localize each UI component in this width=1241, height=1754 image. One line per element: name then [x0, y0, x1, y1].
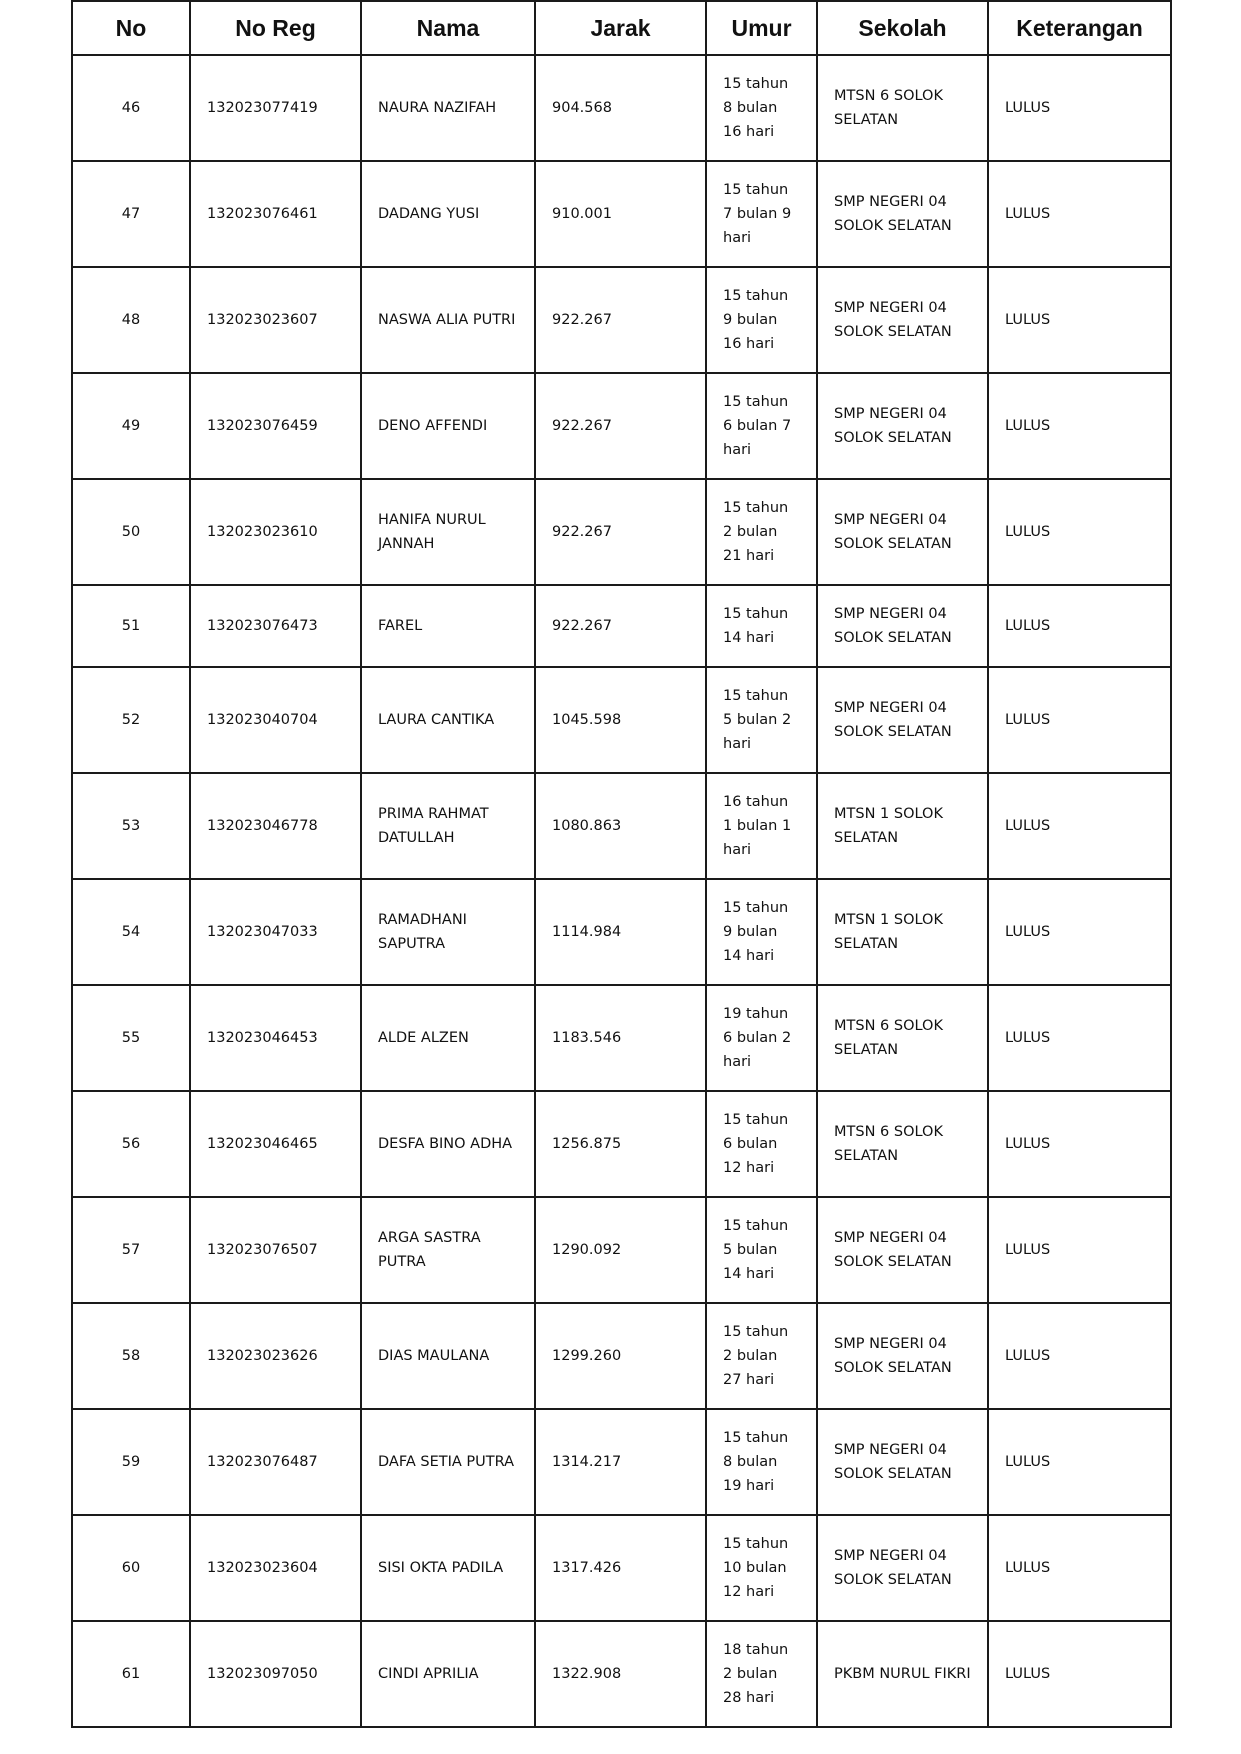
table-row [72, 373, 1171, 479]
cell-no-reg: 132023023607 [190, 267, 361, 373]
cell-sekolah: SMP NEGERI 04 SOLOK SELATAN [817, 373, 988, 479]
cell-no: 59 [72, 1409, 190, 1515]
header-row [72, 1, 1171, 55]
cell-no-reg: 132023076487 [190, 1409, 361, 1515]
table-row [72, 879, 1171, 985]
cell-keterangan: LULUS [988, 1091, 1171, 1197]
cell-umur: 18 tahun 2 bulan 28 hari [706, 1621, 817, 1727]
cell-jarak: 922.267 [535, 267, 706, 373]
cell-keterangan: LULUS [988, 985, 1171, 1091]
cell-umur: 15 tahun 2 bulan 21 hari [706, 479, 817, 585]
header-jarak: Jarak [535, 1, 706, 55]
cell-keterangan: LULUS [988, 373, 1171, 479]
table-row [72, 479, 1171, 585]
table-row [72, 585, 1171, 667]
cell-nama: SISI OKTA PADILA [361, 1515, 535, 1621]
cell-no: 51 [72, 585, 190, 667]
cell-nama: DADANG YUSI [361, 161, 535, 267]
cell-no: 46 [72, 55, 190, 161]
cell-jarak: 922.267 [535, 373, 706, 479]
cell-jarak: 1256.875 [535, 1091, 706, 1197]
cell-jarak: 1322.908 [535, 1621, 706, 1727]
cell-keterangan: LULUS [988, 267, 1171, 373]
cell-sekolah: MTSN 6 SOLOK SELATAN [817, 1091, 988, 1197]
header-umur: Umur [706, 1, 817, 55]
cell-umur: 15 tahun 6 bulan 12 hari [706, 1091, 817, 1197]
cell-no: 53 [72, 773, 190, 879]
cell-no-reg: 132023046778 [190, 773, 361, 879]
cell-sekolah: MTSN 6 SOLOK SELATAN [817, 55, 988, 161]
cell-sekolah: MTSN 1 SOLOK SELATAN [817, 879, 988, 985]
cell-no: 52 [72, 667, 190, 773]
cell-no-reg: 132023046453 [190, 985, 361, 1091]
cell-nama: FAREL [361, 585, 535, 667]
cell-jarak: 1183.546 [535, 985, 706, 1091]
cell-sekolah: PKBM NURUL FIKRI [817, 1621, 988, 1727]
cell-umur: 15 tahun 9 bulan 16 hari [706, 267, 817, 373]
cell-sekolah: SMP NEGERI 04 SOLOK SELATAN [817, 1197, 988, 1303]
cell-keterangan: LULUS [988, 1409, 1171, 1515]
cell-keterangan: LULUS [988, 1515, 1171, 1621]
cell-nama: NAURA NAZIFAH [361, 55, 535, 161]
cell-jarak: 1299.260 [535, 1303, 706, 1409]
table-row [72, 985, 1171, 1091]
cell-keterangan: LULUS [988, 1303, 1171, 1409]
cell-no-reg: 132023023604 [190, 1515, 361, 1621]
cell-sekolah: SMP NEGERI 04 SOLOK SELATAN [817, 1515, 988, 1621]
table-row [72, 161, 1171, 267]
cell-no-reg: 132023076507 [190, 1197, 361, 1303]
cell-no: 60 [72, 1515, 190, 1621]
cell-sekolah: SMP NEGERI 04 SOLOK SELATAN [817, 1409, 988, 1515]
header-keterangan: Keterangan [988, 1, 1171, 55]
cell-no: 54 [72, 879, 190, 985]
cell-nama: HANIFA NURUL JANNAH [361, 479, 535, 585]
cell-keterangan: LULUS [988, 1621, 1171, 1727]
cell-no: 55 [72, 985, 190, 1091]
cell-nama: DESFA BINO ADHA [361, 1091, 535, 1197]
cell-no-reg: 132023077419 [190, 55, 361, 161]
cell-umur: 15 tahun 2 bulan 27 hari [706, 1303, 817, 1409]
table-row [72, 1303, 1171, 1409]
cell-umur: 15 tahun 14 hari [706, 585, 817, 667]
cell-sekolah: SMP NEGERI 04 SOLOK SELATAN [817, 161, 988, 267]
cell-jarak: 922.267 [535, 479, 706, 585]
cell-no: 47 [72, 161, 190, 267]
cell-no-reg: 132023076473 [190, 585, 361, 667]
cell-sekolah: MTSN 6 SOLOK SELATAN [817, 985, 988, 1091]
cell-no: 50 [72, 479, 190, 585]
cell-no-reg: 132023076461 [190, 161, 361, 267]
cell-no-reg: 132023097050 [190, 1621, 361, 1727]
cell-no-reg: 132023023610 [190, 479, 361, 585]
table-row [72, 1515, 1171, 1621]
table-row [72, 667, 1171, 773]
cell-nama: DENO AFFENDI [361, 373, 535, 479]
cell-no: 56 [72, 1091, 190, 1197]
cell-umur: 15 tahun 8 bulan 19 hari [706, 1409, 817, 1515]
cell-keterangan: LULUS [988, 879, 1171, 985]
cell-jarak: 1080.863 [535, 773, 706, 879]
cell-sekolah: SMP NEGERI 04 SOLOK SELATAN [817, 667, 988, 773]
header-sekolah: Sekolah [817, 1, 988, 55]
cell-no-reg: 132023076459 [190, 373, 361, 479]
cell-jarak: 904.568 [535, 55, 706, 161]
cell-nama: ALDE ALZEN [361, 985, 535, 1091]
header-nama: Nama [361, 1, 535, 55]
cell-nama: LAURA CANTIKA [361, 667, 535, 773]
cell-jarak: 910.001 [535, 161, 706, 267]
cell-umur: 16 tahun 1 bulan 1 hari [706, 773, 817, 879]
cell-umur: 15 tahun 5 bulan 2 hari [706, 667, 817, 773]
cell-umur: 15 tahun 10 bulan 12 hari [706, 1515, 817, 1621]
header-no: No [72, 1, 190, 55]
cell-jarak: 1045.598 [535, 667, 706, 773]
cell-umur: 15 tahun 5 bulan 14 hari [706, 1197, 817, 1303]
table-row [72, 1409, 1171, 1515]
cell-sekolah: SMP NEGERI 04 SOLOK SELATAN [817, 585, 988, 667]
cell-no: 48 [72, 267, 190, 373]
table-row [72, 1197, 1171, 1303]
cell-nama: DAFA SETIA PUTRA [361, 1409, 535, 1515]
cell-umur: 15 tahun 9 bulan 14 hari [706, 879, 817, 985]
cell-no-reg: 132023046465 [190, 1091, 361, 1197]
cell-nama: ARGA SASTRA PUTRA [361, 1197, 535, 1303]
cell-keterangan: LULUS [988, 667, 1171, 773]
table-row [72, 1091, 1171, 1197]
cell-keterangan: LULUS [988, 585, 1171, 667]
cell-umur: 19 tahun 6 bulan 2 hari [706, 985, 817, 1091]
cell-no: 49 [72, 373, 190, 479]
cell-umur: 15 tahun 7 bulan 9 hari [706, 161, 817, 267]
cell-no-reg: 132023023626 [190, 1303, 361, 1409]
cell-keterangan: LULUS [988, 161, 1171, 267]
table-body [72, 55, 1171, 1727]
cell-no-reg: 132023047033 [190, 879, 361, 985]
cell-jarak: 922.267 [535, 585, 706, 667]
cell-jarak: 1314.217 [535, 1409, 706, 1515]
cell-sekolah: SMP NEGERI 04 SOLOK SELATAN [817, 1303, 988, 1409]
table-row [72, 773, 1171, 879]
cell-nama: PRIMA RAHMAT DATULLAH [361, 773, 535, 879]
cell-jarak: 1290.092 [535, 1197, 706, 1303]
cell-no: 61 [72, 1621, 190, 1727]
results-table [71, 0, 1172, 1728]
cell-no: 58 [72, 1303, 190, 1409]
cell-nama: DIAS MAULANA [361, 1303, 535, 1409]
table-row [72, 55, 1171, 161]
header-no-reg: No Reg [190, 1, 361, 55]
cell-no-reg: 132023040704 [190, 667, 361, 773]
cell-umur: 15 tahun 8 bulan 16 hari [706, 55, 817, 161]
table-row [72, 1621, 1171, 1727]
cell-no: 57 [72, 1197, 190, 1303]
cell-nama: NASWA ALIA PUTRI [361, 267, 535, 373]
cell-keterangan: LULUS [988, 55, 1171, 161]
cell-sekolah: SMP NEGERI 04 SOLOK SELATAN [817, 267, 988, 373]
cell-umur: 15 tahun 6 bulan 7 hari [706, 373, 817, 479]
cell-jarak: 1114.984 [535, 879, 706, 985]
cell-sekolah: MTSN 1 SOLOK SELATAN [817, 773, 988, 879]
cell-sekolah: SMP NEGERI 04 SOLOK SELATAN [817, 479, 988, 585]
cell-nama: CINDI APRILIA [361, 1621, 535, 1727]
table-header [72, 1, 1171, 55]
cell-nama: RAMADHANI SAPUTRA [361, 879, 535, 985]
cell-keterangan: LULUS [988, 479, 1171, 585]
cell-keterangan: LULUS [988, 773, 1171, 879]
cell-jarak: 1317.426 [535, 1515, 706, 1621]
table-row [72, 267, 1171, 373]
cell-keterangan: LULUS [988, 1197, 1171, 1303]
